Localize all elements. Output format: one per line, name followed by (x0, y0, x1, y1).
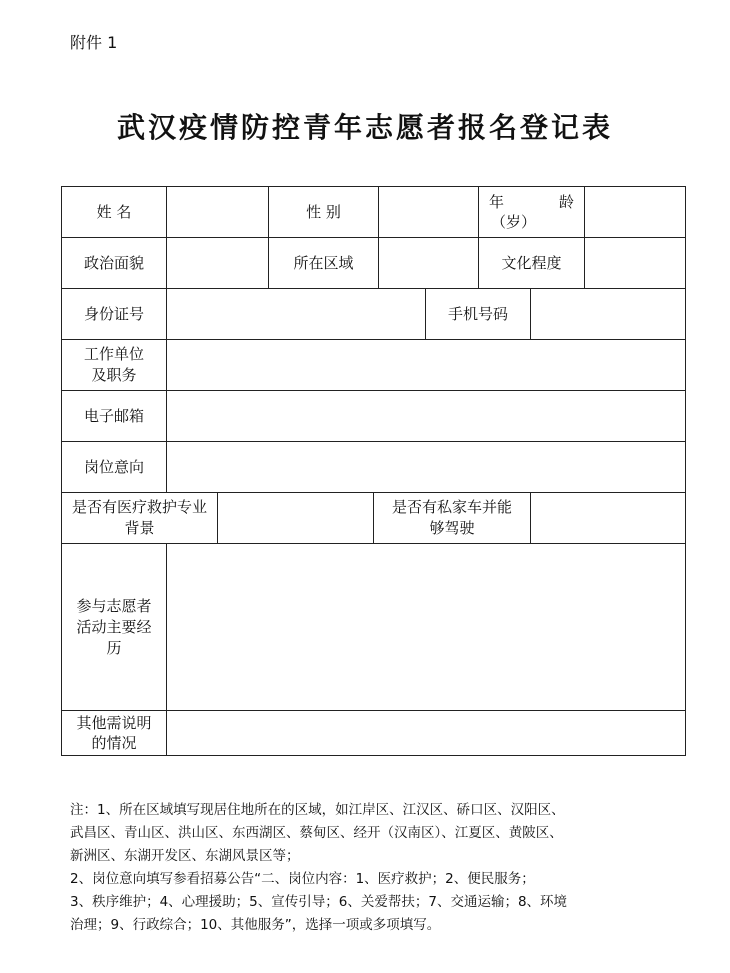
age-label (478, 186, 585, 238)
form-notes (70, 799, 680, 937)
id-label: 身份证号 (61, 288, 167, 340)
medical-field[interactable] (217, 492, 374, 544)
note-line: 新洲区、东湖开发区、东湖风景区等； (70, 848, 300, 864)
district-field[interactable] (378, 237, 479, 289)
note-line: 注：1、所在区域填写现居住地所在的区域，如江岸区、江汉区、硚口区、汉阳区、 (70, 802, 565, 818)
age-label-char-2: 龄 (558, 193, 574, 211)
note-line: 3、秩序维护；4、心理援助；5、宣传引导；6、关爱帮扶；7、交通运输；8、环境 (70, 894, 568, 910)
form-title: 武汉疫情防控青年志愿者报名登记表 (116, 111, 613, 144)
medical-label: 是否有医疗救护专业背景 (61, 492, 218, 544)
age-field[interactable] (584, 186, 686, 238)
email-label: 电子邮箱 (61, 390, 167, 442)
attachment-label: 附件 1 (70, 33, 118, 52)
position-field[interactable] (166, 441, 686, 493)
politics-field[interactable] (166, 237, 269, 289)
id-field[interactable] (166, 288, 426, 340)
email-field[interactable] (166, 390, 686, 442)
work-label: 工作单位及职务 (61, 339, 167, 391)
registration-form (61, 186, 686, 756)
experience-field[interactable] (166, 543, 686, 711)
car-field[interactable] (530, 492, 686, 544)
note-line: 治理；9、行政综合；10、其他服务”，选择一项或多项填写。 (70, 917, 441, 933)
note-line: 武昌区、青山区、洪山区、东西湖区、蔡甸区、经开（汉南区）、江夏区、黄陂区、 (70, 825, 563, 841)
note-line: 2、岗位意向填写参看招募公告“二、岗位内容：1、医疗救护；2、便民服务； (70, 871, 535, 887)
phone-field[interactable] (530, 288, 686, 340)
politics-label: 政治面貌 (61, 237, 167, 289)
education-field[interactable] (584, 237, 686, 289)
car-label: 是否有私家车并能够驾驶 (373, 492, 531, 544)
phone-label: 手机号码 (425, 288, 531, 340)
district-label: 所在区域 (268, 237, 379, 289)
education-label: 文化程度 (478, 237, 585, 289)
age-unit: （岁） (491, 213, 537, 231)
age-label-char-1: 年 (489, 193, 505, 211)
name-field[interactable] (166, 186, 269, 238)
other-label: 其他需说明的情况 (61, 710, 167, 756)
position-label: 岗位意向 (61, 441, 167, 493)
other-field[interactable] (166, 710, 686, 756)
name-label: 姓 名 (61, 186, 167, 238)
work-field[interactable] (166, 339, 686, 391)
experience-label: 参与志愿者活动主要经历 (61, 543, 167, 711)
gender-label: 性 别 (268, 186, 379, 238)
gender-field[interactable] (378, 186, 479, 238)
